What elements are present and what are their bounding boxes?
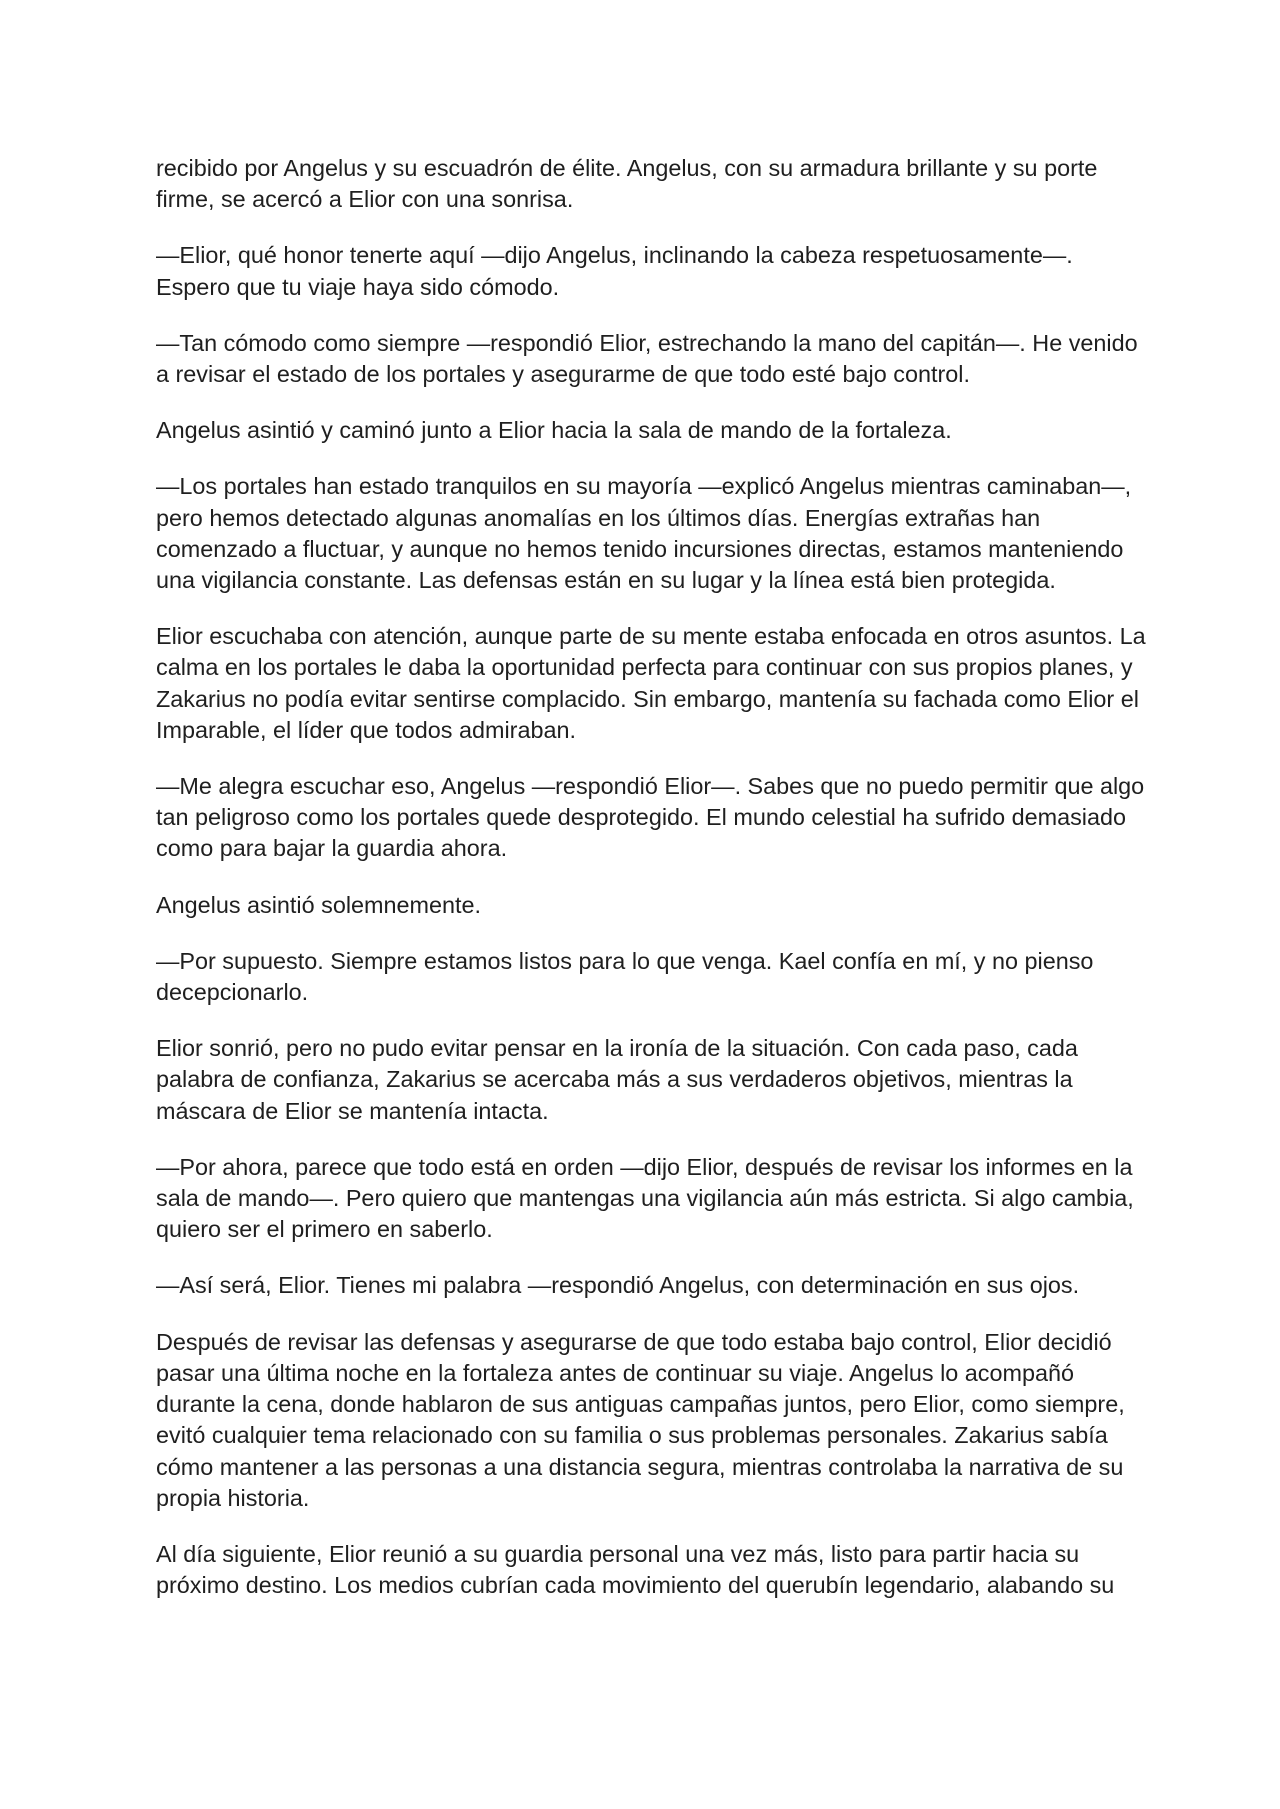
paragraph: Angelus asintió solemnemente.	[156, 891, 482, 918]
paragraph: Después de revisar las defensas y asegurarse de que todo estaba bajo control, Elior decidió pasar una última noche en la fortaleza antes de continuar su viaje. Angelus lo acompañó durante la cena, donde hablaron de sus antiguas campañas juntos, pero Elior, como siempre, evitó cualquier tema relacionado con su familia o sus problemas personales. Zakarius sabía cómo mantener a las personas a una distancia segura, mientras controlaba la narrativa de su propia historia.	[156, 1328, 1125, 1511]
paragraph: —Tan cómodo como siempre —respondió Elior, estrechando la mano del capitán—. He venido a revisar el estado de los portales y asegurarme de que todo esté bajo control.	[156, 329, 1138, 388]
paragraph: —Los portales han estado tranquilos en su mayoría —explicó Angelus mientras caminaban—, pero hemos detectado algunas anomalías en los últimos días. Energías extrañas han comenzado a fluctuar, y aunque no hemos tenido incursiones directas, estamos manteniendo una vigilancia constante. Las defensas están en su lugar y la línea está bien protegida.	[156, 473, 1132, 594]
paragraph: —Así será, Elior. Tienes mi palabra —respondió Angelus, con determinación en sus ojos.	[156, 1272, 1080, 1299]
paragraph: Angelus asintió y caminó junto a Elior hacia la sala de mando de la fortaleza.	[156, 417, 952, 444]
paragraph: recibido por Angelus y su escuadrón de élite. Angelus, con su armadura brillante y su porte firme, se acercó a Elior con una sonrisa.	[156, 155, 1098, 213]
paragraph: —Elior, qué honor tenerte aquí —dijo Angelus, inclinando la cabeza respetuosamente—. Espero que tu viaje haya sido cómodo.	[156, 242, 1073, 300]
paragraph: —Me alegra escuchar eso, Angelus —respondió Elior—. Sabes que no puedo permitir que algo tan peligroso como los portales quede desprotegido. El mundo celestial ha sufrido demasiado como para bajar la guardia ahora.	[156, 773, 1145, 862]
paragraph: Elior escuchaba con atención, aunque parte de su mente estaba enfocada en otros asuntos. La calma en los portales le daba la oportunidad perfecta para continuar con sus propios planes, y Zakarius no podía evitar sentirse complacido. Sin embargo, mantenía su fachada como Elior el Imparable, el líder que todos admiraban.	[156, 623, 1146, 743]
paragraph: —Por ahora, parece que todo está en orden —dijo Elior, después de revisar los informes en la sala de mando—. Pero quiero que mantengas una vigilancia aún más estricta. Si algo cambia, quiero ser el primero en saberlo.	[156, 1153, 1134, 1243]
paragraph: —Por supuesto. Siempre estamos listos para lo que venga. Kael confía en mí, y no pienso decepcionarlo.	[156, 947, 1094, 1006]
paragraph: Al día siguiente, Elior reunió a su guardia personal una vez más, listo para partir hacia su próximo destino. Los medios cubrían cada movimiento del querubín legendario, alabando su	[156, 1540, 1115, 1599]
document-body	[156, 153, 1146, 1626]
paragraph: Elior sonrió, pero no pudo evitar pensar en la ironía de la situación. Con cada paso, cada palabra de confianza, Zakarius se acercaba más a sus verdaderos objetivos, mientras la máscara de Elior se mantenía intacta.	[156, 1035, 1078, 1124]
